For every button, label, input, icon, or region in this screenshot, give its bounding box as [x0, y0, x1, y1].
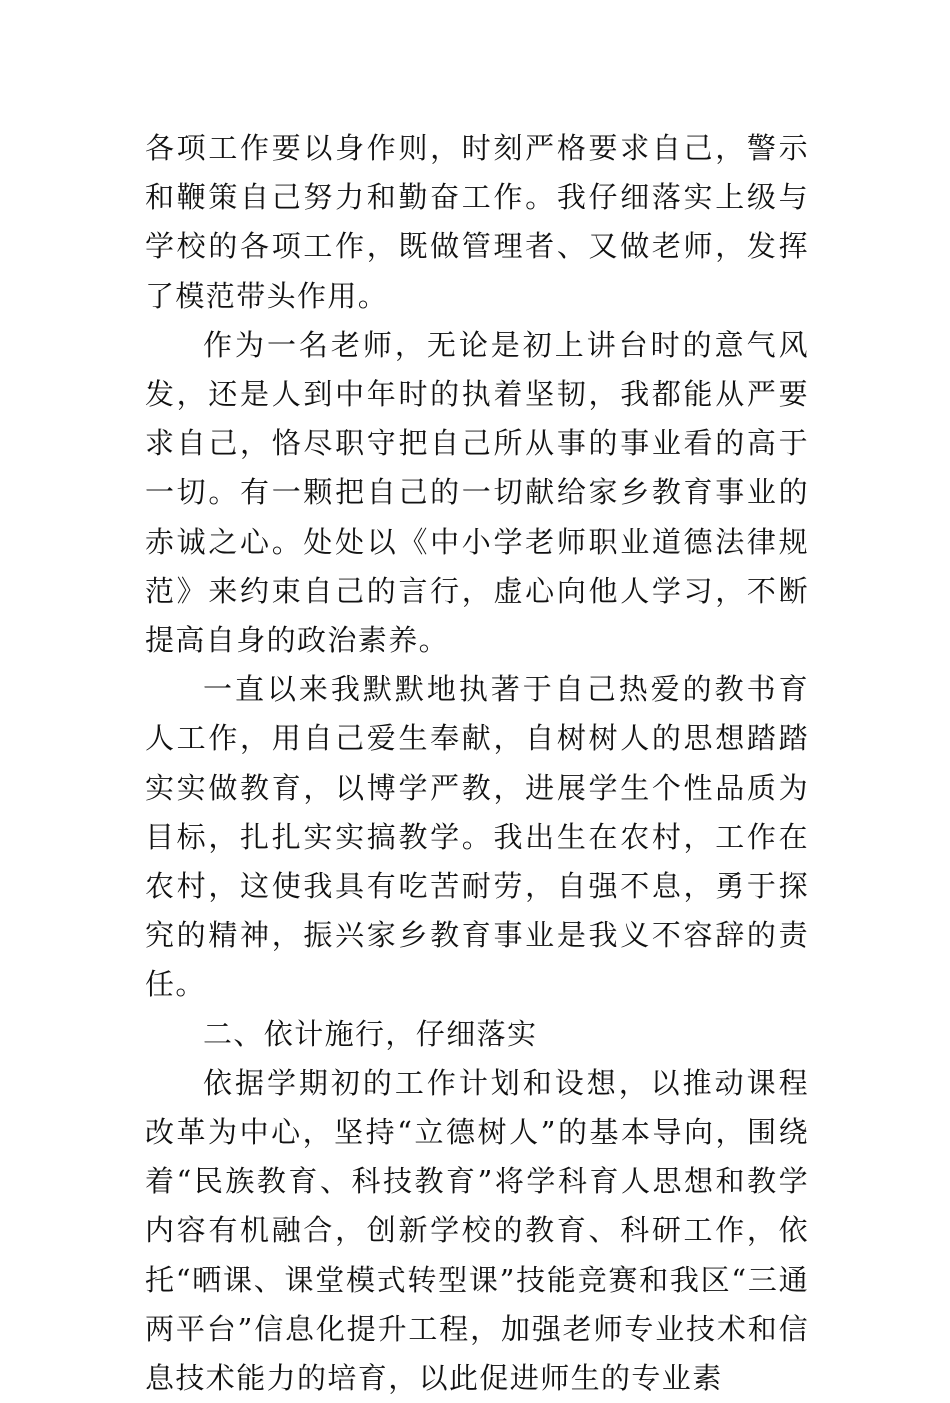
section-heading: 二、依计施行，仔细落实: [203, 1016, 538, 1051]
paragraph-teacher-role: 作为一名老师，无论是初上讲台时的意气风发，还是人到中年时的执着坚韧，我都能从严要求自己，恪尽职守把自己所从事的事业看的高于一切。有一颗把自己的一切献给家乡教育事业的赤诚之心。处处以《中小学老师职业道德法律规范》来约束自己的言行，虚心向他人学习，不断提高自身的政治素养。: [145, 327, 809, 658]
paragraph-teaching-dedication: 一直以来我默默地执著于自己热爱的教书育人工作，用自己爱生奉献，自树树人的思想踏踏实实做教育，以博学严教，进展学生个性品质为目标，扎扎实实搞教学。我出生在农村，工作在农村，这使我具有吃苦耐劳，自强不息，勇于探究的精神，振兴家乡教育事业是我义不容辞的责任。: [145, 672, 809, 1002]
paragraph-work-plan: 依据学期初的工作计划和设想，以推动课程改革为中心，坚持“立德树人”的基本导向，围绕着“民族教育、科技教育”将学科育人思想和教学内容有机融合，创新学校的教育、科研工作，依托“晒课、课堂模式转型课”技能竞赛和我区“三通两平台”信息化提升工程，加强老师专业技术和信息技术能力的培育，以此促进师生的专业素: [145, 1065, 809, 1396]
document-page: [145, 124, 809, 1403]
paragraph-continuation: 各项工作要以身作则，时刻严格要求自己，警示和鞭策自己努力和勤奋工作。我仔细落实上级与学校的各项工作，既做管理者、又做老师，发挥了模范带头作用。: [145, 131, 809, 313]
